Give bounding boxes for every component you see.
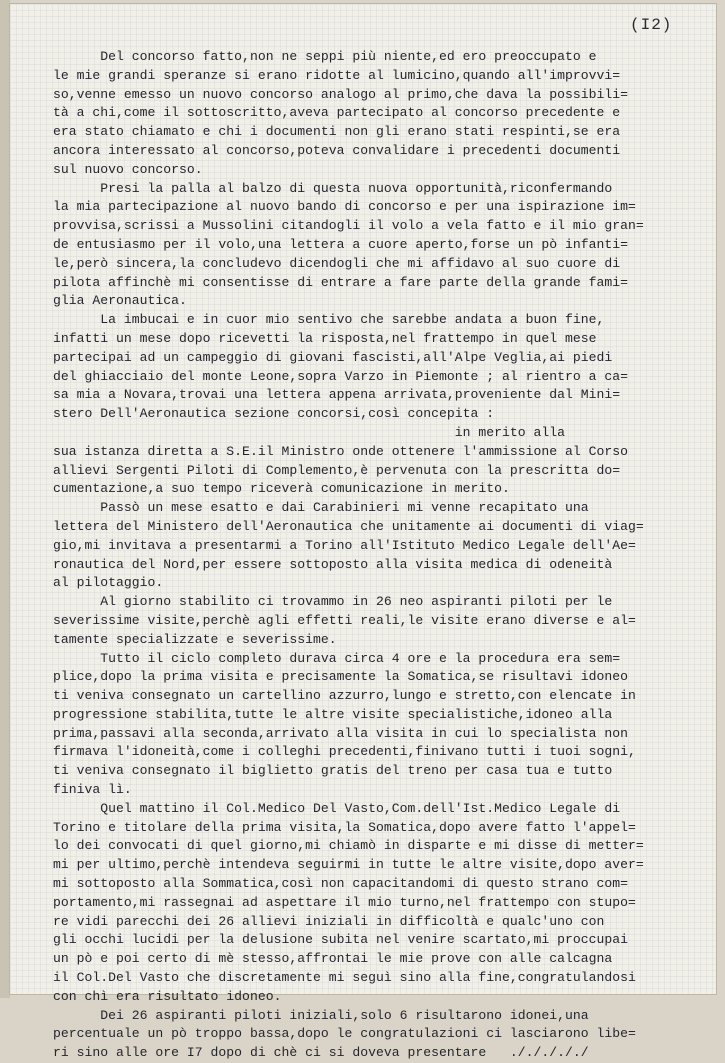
text-line: cumentazione,a suo tempo riceverà comunicazione in merito. bbox=[53, 481, 510, 497]
text-line: lettera del Ministero dell'Aeronautica che unitamente ai documenti di viag= bbox=[53, 518, 644, 534]
text-line: infatti un mese dopo ricevetti la risposta,nel frattempo in quel mese bbox=[53, 330, 597, 346]
text-line: Quel mattino il Col.Medico Del Vasto,Com.dell'Ist.Medico Legale di bbox=[53, 800, 621, 816]
text-line: severissime visite,perchè agli effetti reali,le visite erano diverse e al= bbox=[53, 612, 636, 628]
text-line: Dei 26 aspiranti piloti iniziali,solo 6 risultarono idonei,una bbox=[53, 1007, 589, 1023]
text-line: le,però sincera,la concludevo dicendogli che mi affidavo al suo cuore di bbox=[53, 255, 621, 271]
text-line: mi sottoposto alla Sommatica,così non capacitandomi di questo strano com= bbox=[53, 876, 629, 892]
text-line: ri sino alle ore I7 dopo di chè ci si doveva presentare ./././././ bbox=[53, 1045, 589, 1061]
page-number: (I2) bbox=[630, 16, 673, 34]
text-line: mi per ultimo,perchè intendeva seguirmi in tutte le altre visite,dopo aver= bbox=[53, 857, 644, 873]
text-line: Passò un mese esatto e dai Carabinieri mi venne recapitato una bbox=[53, 500, 589, 516]
text-line: al pilotaggio. bbox=[53, 575, 164, 591]
text-line: ancora interessato al concorso,poteva convalidare i precedenti documenti bbox=[53, 142, 621, 158]
text-line: stero Dell'Aeronautica sezione concorsi,così concepita : bbox=[53, 406, 495, 422]
text-line: gio,mi invitava a presentarmi a Torino all'Istituto Medico Legale dell'Ae= bbox=[53, 537, 636, 553]
text-line: tamente specializzate e severissime. bbox=[53, 631, 337, 647]
text-line: sua istanza diretta a S.E.il Ministro onde ottenere l'ammissione al Corso bbox=[53, 443, 629, 459]
body-text bbox=[53, 48, 713, 1063]
text-line: Al giorno stabilito ci trovammo in 26 neo aspiranti piloti per le bbox=[53, 594, 613, 610]
text-line: il Col.Del Vasto che discretamente mi seguì sino alla fine,congratulandosi bbox=[53, 970, 636, 986]
text-line: provvisa,scrissi a Mussolini citandogli il volo a vela fatto e il mio gran= bbox=[53, 218, 644, 234]
text-line: percentuale un pò troppo bassa,dopo le congratulazioni ci lasciarono libe= bbox=[53, 1026, 636, 1042]
text-line: ronautica del Nord,per essere sottoposto alla visita medica di odeneità bbox=[53, 556, 613, 572]
text-line: la mia partecipazione al nuovo bando di concorso e per una ispirazione im= bbox=[53, 199, 636, 215]
text-line: in merito alla bbox=[53, 424, 566, 440]
text-line: so,venne emesso un nuovo concorso analogo al primo,che dava la possibili= bbox=[53, 86, 629, 102]
text-line: pilota affinchè mi consentisse di entrare a fare parte della grande fami= bbox=[53, 274, 629, 290]
text-line: Del concorso fatto,non ne seppi più niente,ed ero preoccupato e bbox=[53, 49, 597, 64]
text-line: allievi Sergenti Piloti di Complemento,è pervenuta con la prescritta do= bbox=[53, 462, 621, 478]
text-line: con chì era risultato idoneo. bbox=[53, 988, 282, 1004]
typewritten-page bbox=[10, 4, 716, 1061]
text-line: firmava l'idoneità,come i colleghi precedenti,finivano tutti i tuoi sogni, bbox=[53, 744, 636, 760]
text-line: le mie grandi speranze si erano ridotte al lumicino,quando all'improvvi= bbox=[53, 67, 621, 83]
text-line: prima,passavi alla seconda,arrivato alla visita in cui lo specialista non bbox=[53, 725, 629, 741]
text-line: La imbucai e in cuor mio sentivo che sarebbe andata a buon fine, bbox=[53, 312, 605, 328]
text-line: progressione stabilita,tutte le altre visite specialistiche,idoneo alla bbox=[53, 706, 613, 722]
text-line: sa mia a Novara,trovai una lettera appena arrivata,proveniente dal Mini= bbox=[53, 387, 621, 403]
text-line: ti veniva consegnato un cartellino azzurro,lungo e stretto,con elencate in bbox=[53, 688, 636, 704]
text-line: un pò e poi certo di mè stesso,affrontai le mie prove con alle calcagna bbox=[53, 951, 613, 967]
text-line: glia Aeronautica. bbox=[53, 293, 187, 309]
text-line: finiva lì. bbox=[53, 782, 132, 798]
text-line: Torino e titolare della prima visita,la Somatica,dopo avere fatto l'appel= bbox=[53, 819, 636, 835]
text-line: sul nuovo concorso. bbox=[53, 161, 203, 177]
text-line: portamento,mi rassegnai ad aspettare il mio turno,nel frattempo con stupo= bbox=[53, 894, 636, 910]
text-line: Tutto il ciclo completo durava circa 4 ore e la procedura era sem= bbox=[53, 650, 621, 666]
text-line: tà a chi,come il sottoscritto,aveva partecipato al concorso precedente e bbox=[53, 105, 621, 121]
text-line: lo dei convocati di quel giorno,mi chiamò in disparte e mi disse di metter= bbox=[53, 838, 644, 854]
text-line: era stato chiamato e chi i documenti non gli erano stati respinti,se era bbox=[53, 124, 621, 140]
text-line: plice,dopo la prima visita e precisamente la Somatica,se risultavi idoneo bbox=[53, 669, 629, 685]
text-line: del ghiacciaio del monte Leone,sopra Varzo in Piemonte ; al rientro a ca= bbox=[53, 368, 629, 384]
text-line: re vidi parecchi dei 26 allievi iniziali in difficoltà e qualc'uno con bbox=[53, 913, 605, 929]
scanner-edge bbox=[0, 0, 10, 998]
text-line: partecipai ad un campeggio di giovani fascisti,all'Alpe Veglia,ai piedi bbox=[53, 349, 613, 365]
text-line: gli occhi lucidi per la delusione subita nel venire scartato,mi proccupai bbox=[53, 932, 629, 948]
text-line: Presi la palla al balzo di questa nuova opportunità,riconfermando bbox=[53, 180, 613, 196]
text-line: de entusiasmo per il volo,una lettera a cuore aperto,forse un pò infanti= bbox=[53, 236, 629, 252]
text-line: ti veniva consegnato il biglietto gratis del treno per casa tua e tutto bbox=[53, 763, 613, 779]
